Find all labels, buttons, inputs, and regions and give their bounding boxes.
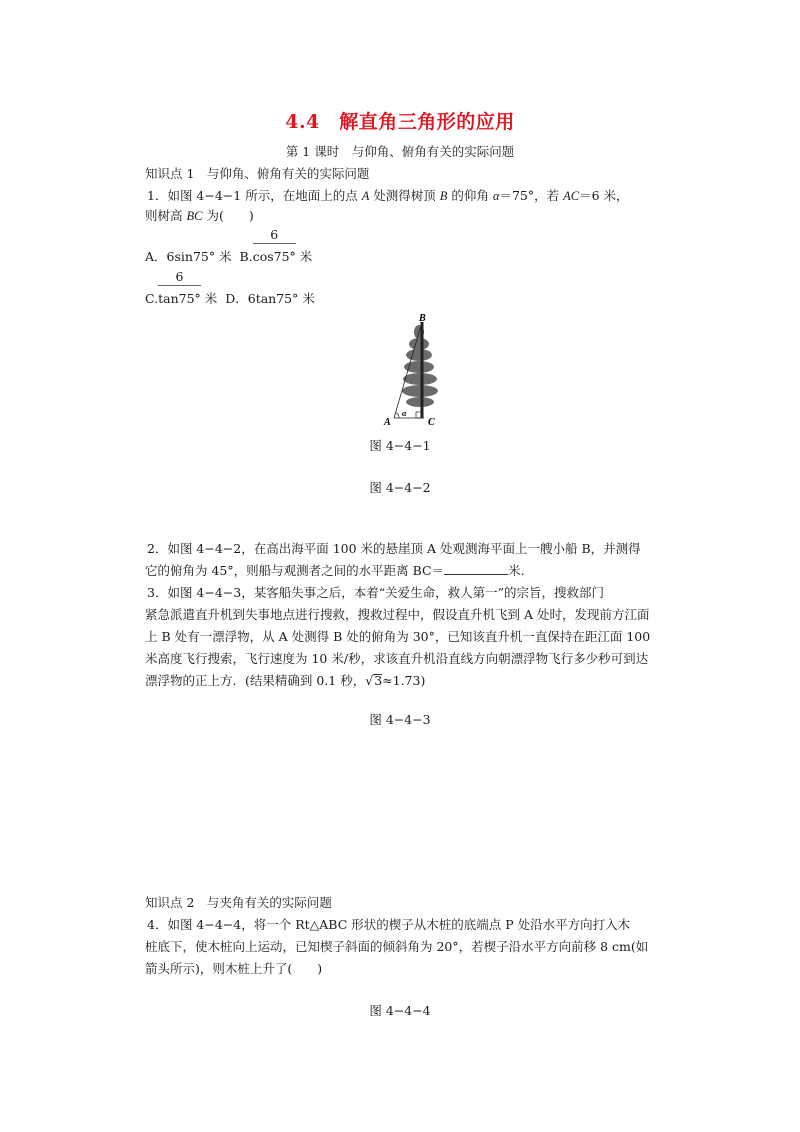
- option-b: [239, 227, 313, 264]
- lesson-subtitle: 第 1 课时 与仰角、俯角有关的实际问题: [285, 144, 515, 159]
- question-1-line-1: [147, 186, 629, 204]
- var-BC: BC: [186, 209, 203, 223]
- question-3-line-5: [145, 671, 425, 689]
- question-4-line-2: 桩底下，使木桩向上运动，已知楔子斜面的倾斜角为 20°，若楔子沿水平方向前移 8 cm(如: [145, 939, 649, 954]
- option-c-fraction: [158, 269, 201, 306]
- option-b-unit: 米: [295, 249, 313, 264]
- question-3-line-4: 米高度飞行搜索，飞行速度为 10 米/秒，求该直升机沿直线方向朝漂浮物飞行多少秒可到达: [145, 651, 649, 666]
- figure-4-4-2-caption: 图 4−4−2: [369, 480, 431, 495]
- q2-text: 米.: [508, 563, 525, 578]
- var-B: B: [439, 189, 448, 203]
- q2-text: 它的俯角为 45°，则船与观测者之间的水平距离 BC＝: [145, 563, 445, 578]
- q1-text: ＝6 米，: [579, 188, 629, 203]
- question-1-options-cd: [145, 269, 315, 307]
- q1-text: ＝75°，若: [499, 188, 564, 203]
- option-b-label: B.: [239, 249, 253, 264]
- sqrt-argument: 3: [374, 673, 383, 688]
- fraction-numerator: 6: [175, 269, 184, 284]
- figure-4-4-4-caption: 图 4−4−4: [369, 1003, 431, 1018]
- page-title: 4.4 解直角三角形的应用: [285, 111, 515, 133]
- fraction-bar: [253, 243, 296, 244]
- figure-4-4-3-caption: 图 4−4−3: [369, 712, 431, 727]
- section-2-heading: 知识点 2 与夹角有关的实际问题: [145, 895, 332, 910]
- fraction-denominator: cos75°: [252, 249, 296, 264]
- option-c-label: C.: [145, 291, 159, 306]
- question-1-line-2: [145, 206, 254, 224]
- q1-text: 为( ): [202, 208, 254, 223]
- question-4-line-1: 4．如图 4−4−4，将一个 Rt△ABC 形状的楔子从木桩的底端点 P 处沿水平方向打入木: [147, 917, 631, 932]
- label-C: C: [428, 417, 435, 428]
- option-a: A．6sin75° 米: [145, 249, 232, 264]
- option-c-unit: 米: [200, 291, 218, 306]
- var-A: A: [361, 189, 370, 203]
- q1-text: 的仰角: [447, 188, 493, 203]
- figure-4-4-1-tree: [380, 310, 450, 428]
- var-alpha: α: [492, 189, 500, 203]
- label-A: A: [384, 417, 391, 428]
- q3-text: ≈1.73): [382, 673, 426, 688]
- figure-4-4-1-caption: 图 4−4−1: [369, 438, 431, 453]
- question-3-line-1: 3．如图 4−4−3，某客船失事之后，本着“关爱生命，救人第一”的宗旨，搜救部门: [147, 585, 605, 600]
- label-B: B: [419, 313, 426, 324]
- question-2-line-2: [145, 561, 525, 579]
- question-1-options-ab: [145, 227, 313, 265]
- fraction-numerator: 6: [270, 227, 279, 242]
- q3-text: 漂浮物的正上方．(结果精确到 0.1 秒，: [145, 673, 366, 688]
- tree-foliage: [402, 325, 438, 407]
- q1-text: 则树高: [145, 208, 187, 223]
- option-d: D．6tan75° 米: [225, 291, 315, 306]
- var-AC: AC: [563, 189, 580, 203]
- q1-text: 处测得树顶: [369, 188, 440, 203]
- fraction-bar: [158, 285, 201, 286]
- question-4-line-3: 箭头所示)，则木桩上升了( ): [145, 961, 323, 976]
- sqrt-icon: √: [365, 673, 374, 688]
- option-c: [145, 269, 218, 306]
- answer-blank[interactable]: [444, 563, 508, 575]
- q1-text: 1．如图 4−4−1 所示，在地面上的点: [147, 188, 362, 203]
- option-b-fraction: [252, 227, 296, 264]
- label-alpha: α: [402, 409, 407, 418]
- question-3-line-2: 紧急派遣直升机到失事地点进行搜救，搜救过程中，假设直升机飞到 A 处时，发现前方江面: [145, 607, 650, 622]
- question-3-line-3: 上 B 处有一漂浮物，从 A 处测得 B 处的俯角为 30°，已知该直升机一直保持在距江面 100: [145, 629, 651, 644]
- question-2-line-1: 2．如图 4−4−2，在高出海平面 100 米的悬崖顶 A 处观测海平面上一艘小船 B，并测得: [147, 541, 641, 556]
- section-1-heading: 知识点 1 与仰角、俯角有关的实际问题: [145, 166, 370, 181]
- angle-arc: [396, 413, 399, 418]
- fraction-denominator: tan75°: [158, 291, 201, 306]
